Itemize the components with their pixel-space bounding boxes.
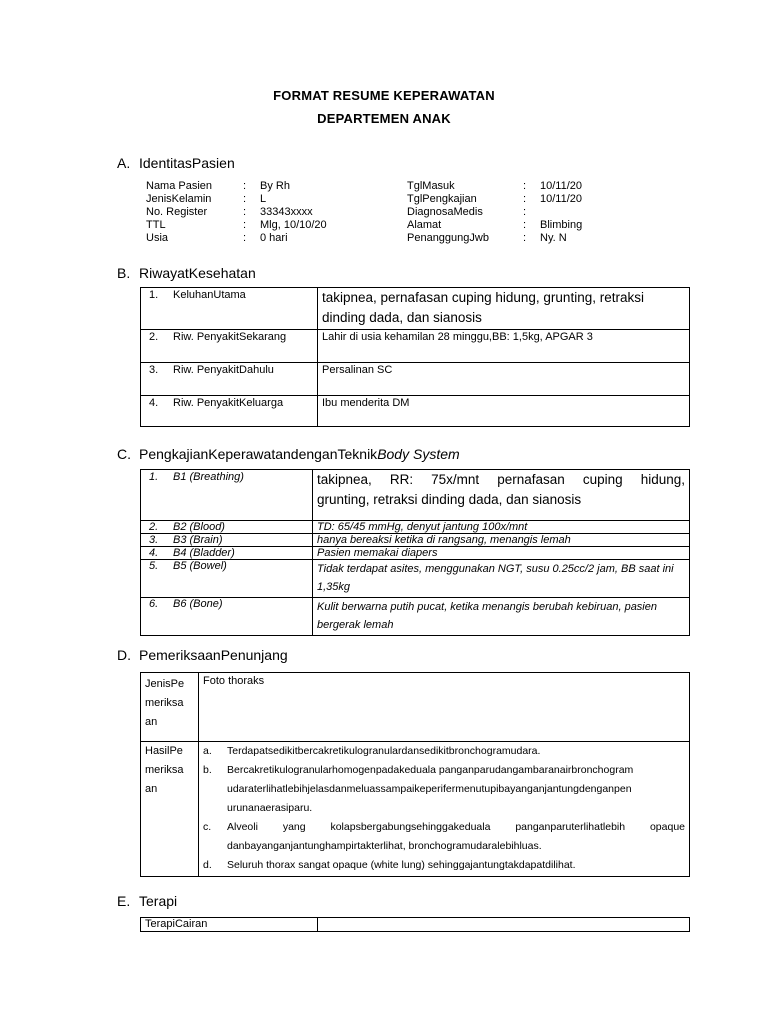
row-label: B1 (Breathing): [173, 471, 244, 483]
identity-row: [407, 193, 582, 206]
jenis-label-line: an: [145, 716, 158, 728]
list-marker: b.: [203, 764, 212, 776]
list-text: Bercakretikulogranularhomogenpadakeduala panganparudangambaranairbronchogram: [227, 764, 634, 776]
identity-value: L: [260, 193, 267, 205]
section-c-heading: [117, 446, 460, 462]
row-value: Persalinan SC: [318, 363, 690, 396]
list-item-continuation: [203, 837, 685, 856]
row-value-line: grunting, retraksi dinding dada, dan sianosis: [317, 492, 582, 507]
identity-value: Blimbing: [540, 219, 583, 231]
colon: :: [523, 206, 527, 218]
list-text: danbayanganjantunghampirtakterlihat, bronchogramudaralebihluas.: [227, 840, 542, 852]
section-d-heading: [117, 647, 288, 663]
terapi-table: [140, 917, 690, 932]
row-value: TD: 65/45 mmHg, denyut jantung 100x/mnt: [313, 521, 690, 534]
identity-row: [146, 180, 400, 193]
section-c-title: PengkajianKeperawatandenganTeknik: [139, 446, 378, 462]
row-number: 2.: [149, 521, 159, 533]
table-row: [141, 534, 690, 547]
row-number: 3.: [149, 534, 159, 546]
colon: :: [523, 219, 527, 231]
row-label-cell: [141, 598, 313, 636]
section-e-letter: E.: [117, 893, 131, 909]
row-value: Pasien memakai diapers: [313, 547, 690, 560]
row-number: 5.: [149, 560, 159, 572]
identity-row: [146, 193, 400, 206]
table-row: [141, 330, 690, 363]
hasil-label-line: meriksa: [145, 764, 184, 776]
identity-value: Mlg, 10/10/20: [260, 219, 327, 231]
hasil-list: [199, 742, 690, 877]
row-value: Tidak terdapat asites, menggunakan NGT, susu 0.25cc/2 jam, BB saat ini 1,35kg: [313, 560, 690, 598]
list-marker: c.: [203, 821, 212, 833]
row-number: 3.: [149, 364, 159, 376]
table-row: [141, 396, 690, 427]
identity-row: [146, 206, 400, 219]
section-b-heading: [117, 265, 256, 281]
row-label-cell: [141, 521, 313, 534]
colon: :: [243, 219, 247, 231]
identity-left-column: [146, 180, 400, 245]
section-e-heading: [117, 893, 177, 909]
row-number: 1.: [149, 471, 159, 483]
document-title: FORMAT RESUME KEPERAWATAN: [273, 88, 495, 103]
row-number: 2.: [149, 331, 159, 343]
list-item: [203, 856, 685, 875]
penunjang-table: [140, 672, 690, 877]
identity-row: [146, 232, 400, 245]
identity-label: No. Register: [146, 206, 208, 218]
identity-row: [146, 219, 400, 232]
identity-value: 33343xxxx: [260, 206, 313, 218]
identity-value: By Rh: [260, 180, 290, 192]
terapi-value: [318, 918, 690, 932]
row-value-line: takipnea, RR: 75x/mnt pernafasan cuping hidung,: [317, 472, 685, 487]
row-value: Ibu menderita DM: [318, 396, 690, 427]
colon: :: [243, 193, 247, 205]
list-text: Terdapatsedikitbercakretikulogranulardansedikitbronchogramudara.: [227, 745, 541, 757]
row-number: 1.: [149, 289, 159, 301]
row-value-cell: [313, 470, 690, 521]
row-label: B4 (Bladder): [173, 547, 235, 559]
colon: :: [243, 180, 247, 192]
hasil-label-line: HasilPe: [145, 745, 183, 757]
row-number: 4.: [149, 397, 159, 409]
list-item: [203, 742, 685, 761]
section-d-letter: D.: [117, 647, 131, 663]
list-item: [203, 818, 685, 837]
table-row: [141, 742, 690, 877]
list-item: [203, 761, 685, 780]
row-number: 6.: [149, 598, 159, 610]
row-label-cell: [141, 560, 313, 598]
identity-label: PenanggungJwb: [407, 232, 489, 244]
row-label-cell: [141, 534, 313, 547]
table-row: [141, 560, 690, 598]
jenis-label-line: JenisPe: [145, 678, 185, 690]
section-a-title: IdentitasPasien: [139, 155, 235, 171]
table-row: [141, 521, 690, 534]
row-value: takipnea, pernafasan cuping hidung, grunting, retraksi dinding dada, dan sianosis: [318, 288, 690, 330]
terapi-label: TerapiCairan: [141, 918, 318, 932]
list-text: udaraterlihatlebihjelasdanmeluassampaikeperifermenutupibayanganjantungdenganpen: [227, 783, 632, 795]
identity-row: [407, 219, 582, 232]
row-label: B3 (Brain): [173, 534, 223, 546]
table-row: [141, 673, 690, 742]
identity-value: 10/11/20: [540, 193, 583, 205]
body-system-table: [140, 469, 690, 636]
row-label: B2 (Blood): [173, 521, 225, 533]
section-c-letter: C.: [117, 446, 131, 462]
identity-label: JenisKelamin: [146, 193, 212, 205]
row-label: B5 (Bowel): [173, 560, 227, 572]
identity-label: TglMasuk: [407, 180, 455, 192]
document-subtitle: DEPARTEMEN ANAK: [317, 111, 451, 126]
row-label-cell: [141, 470, 313, 521]
row-value: hanya bereaksi ketika di rangsang, menangis lemah: [313, 534, 690, 547]
row-label: Riw. PenyakitDahulu: [173, 364, 274, 376]
identity-value: Ny. N: [540, 232, 567, 244]
table-row: [141, 363, 690, 396]
identity-label: Usia: [146, 232, 169, 244]
row-label: Riw. PenyakitKeluarga: [173, 397, 284, 409]
hasil-label-line: an: [145, 783, 158, 795]
identity-value: 0 hari: [260, 232, 288, 244]
list-text: urunanaerasiparu.: [227, 802, 313, 814]
section-b-title: RiwayatKesehatan: [139, 265, 256, 281]
jenis-value: Foto thoraks: [199, 673, 690, 742]
colon: :: [243, 232, 247, 244]
identity-row: [407, 232, 582, 245]
table-row: [141, 598, 690, 636]
identity-label: TglPengkajian: [407, 193, 477, 205]
section-b-letter: B.: [117, 265, 131, 281]
list-text: Seluruh thorax sangat opaque (white lung) sehinggajantungtakdapatdilihat.: [227, 859, 576, 871]
section-a-heading: [117, 155, 235, 171]
riwayat-table: [140, 287, 690, 427]
identity-right-column: [407, 180, 582, 245]
identity-row: [407, 180, 582, 193]
list-marker: a.: [203, 745, 212, 757]
list-item-continuation: [203, 780, 685, 799]
row-label: B6 (Bone): [173, 598, 223, 610]
row-label: Riw. PenyakitSekarang: [173, 331, 287, 343]
row-label-cell: [141, 288, 318, 330]
list-text: Alveoli yang kolapsbergabungsehinggakeduala panganparuterlihatlebih opaque: [227, 821, 685, 833]
colon: :: [523, 180, 527, 192]
row-number: 4.: [149, 547, 159, 559]
identity-row: [407, 206, 582, 219]
colon: :: [523, 232, 527, 244]
section-a-letter: A.: [117, 155, 131, 171]
table-row: [141, 470, 690, 521]
identity-label: Alamat: [407, 219, 442, 231]
row-label-cell: [141, 330, 318, 363]
row-label-cell: [141, 396, 318, 427]
list-item-continuation: [203, 799, 685, 818]
hasil-label-cell: [141, 742, 199, 877]
section-e-title: Terapi: [139, 893, 178, 909]
table-row: [141, 918, 690, 932]
section-d-title: PemeriksaanPenunjang: [139, 647, 288, 663]
table-row: [141, 547, 690, 560]
identity-label: TTL: [146, 219, 166, 231]
row-label-cell: [141, 547, 313, 560]
list-marker: d.: [203, 859, 212, 871]
row-label-cell: [141, 363, 318, 396]
colon: :: [243, 206, 247, 218]
row-value: Kulit berwarna putih pucat, ketika menangis berubah kebiruan, pasien bergerak lemah: [313, 598, 690, 636]
row-value: Lahir di usia kehamilan 28 minggu,BB: 1,5kg, APGAR 3: [318, 330, 690, 363]
table-row: [141, 288, 690, 330]
identity-label: DiagnosaMedis: [407, 206, 483, 218]
identity-value: 10/11/20: [540, 180, 583, 192]
colon: :: [523, 193, 527, 205]
jenis-label-cell: [141, 673, 199, 742]
identity-label: Nama Pasien: [146, 180, 213, 192]
row-label: KeluhanUtama: [173, 289, 246, 301]
jenis-label-line: meriksa: [145, 697, 184, 709]
section-c-title-italic: Body System: [377, 446, 460, 462]
